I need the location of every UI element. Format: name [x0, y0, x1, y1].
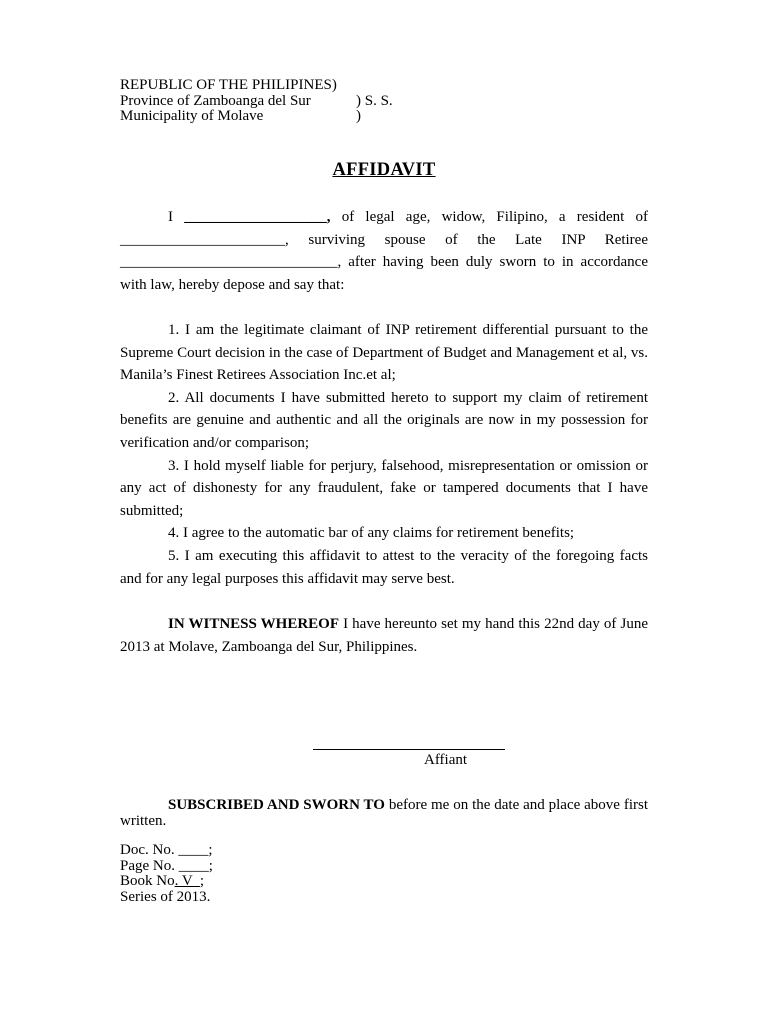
- venue-header: [120, 77, 393, 125]
- statement-item: 2. All documents I have submitted hereto to support my claim of retirement benefits are genuine and authentic and all the originals are now in my possession for verification and/or comparison;: [120, 389, 648, 451]
- book-suffix: ;: [199, 873, 205, 889]
- page-number: Page No. ____;: [120, 857, 213, 874]
- book-value: . V: [174, 873, 200, 889]
- venue-municipality: Municipality of Molave: [120, 108, 264, 124]
- notarial-register: [120, 843, 213, 905]
- venue-line-province: [120, 92, 393, 110]
- signature-line: [313, 749, 505, 750]
- book-number: [120, 874, 213, 890]
- book-prefix: Book No: [120, 873, 175, 889]
- intro-paragraph: [120, 206, 648, 296]
- witness-text: I have hereunto set my hand this 22nd day of June 2013 at Molave, Zamboanga del Sur, Philippines.: [120, 616, 648, 655]
- jurat-paragraph: [120, 798, 648, 829]
- venue-ss: ) S. S.: [356, 92, 393, 109]
- venue-paren: ): [356, 108, 361, 124]
- jurat-heading: SUBSCRIBED AND SWORN TO: [168, 797, 385, 813]
- name-blank: ___________________,: [184, 209, 331, 225]
- statement-item: 1. I am the legitimate claimant of INP retirement differential pursuant to the Supreme Court decision in the case of Department of Budget and Management et al, vs. Manila’s Finest Retirees Association Inc.et al;: [120, 322, 648, 384]
- witness-heading: IN WITNESS WHEREOF: [168, 616, 339, 632]
- statement-list: [120, 319, 648, 590]
- jurat-text: before me on the date and place above first written.: [120, 797, 648, 829]
- intro-text: of legal age, widow, Filipino, a resident of ______________________, surviving spouse of the Late INP Retiree _____________________________, after having been duly sworn to in accordance with law, hereby depose and say that:: [120, 209, 649, 293]
- venue-line-republic: [120, 78, 337, 94]
- venue-province: Province of Zamboanga del Sur: [120, 92, 311, 109]
- series-year: Series of 2013.: [120, 888, 211, 905]
- affiant-label: Affiant: [424, 752, 468, 768]
- venue-republic: REPUBLIC OF THE PHILIPINES): [120, 77, 337, 93]
- venue-line-municipality: [120, 108, 361, 125]
- statement-item: 5. I am executing this affidavit to attest to the veracity of the foregoing facts and for any legal purposes this affidavit may serve best.: [120, 547, 648, 587]
- witness-paragraph: [120, 613, 648, 658]
- statement-item: 4. I agree to the automatic bar of any claims for retirement benefits;: [168, 525, 575, 542]
- intro-pronoun: I: [168, 209, 173, 225]
- statement-item: 3. I hold myself liable for perjury, falsehood, misrepresentation or omission or any act of dishonesty for any fraudulent, fake or tampered documents that I have submitted;: [120, 457, 648, 519]
- doc-number: Doc. No. ____;: [120, 842, 213, 858]
- document-title: AFFIDAVIT: [332, 160, 436, 180]
